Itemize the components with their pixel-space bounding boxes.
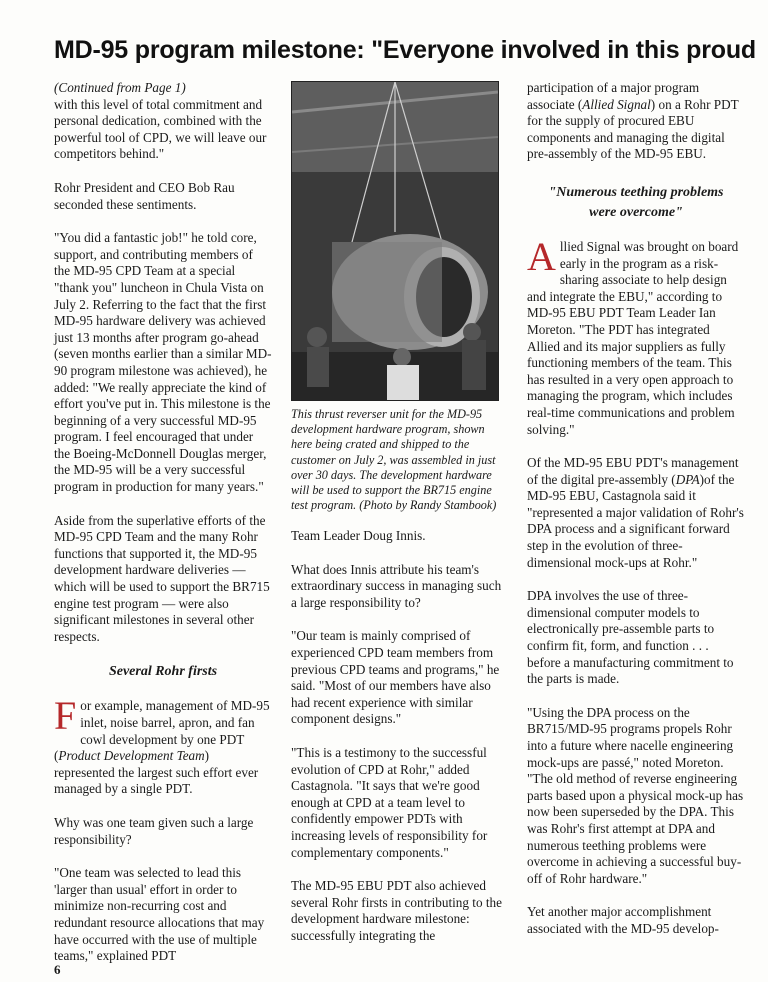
column-3	[527, 80, 745, 955]
photo-illustration	[292, 82, 498, 400]
headline: MD-95 program milestone: "Everyone involved in this proud	[54, 36, 756, 64]
col1-paragraph-2: Rohr President and CEO Bob Rau seconded these sentiments.	[54, 179, 235, 212]
col3-paragraph-1: participation of a major program associate (Allied Signal) on a Rohr PDT for the supply of procured EBU components and managing the digital pre-assembly of the MD-95 EBU.	[527, 80, 739, 162]
col2-paragraph-4: "This is a testimony to the successful evolution of CPD at Rohr," added Castagnola. "It says that we're good enough at CPD at a team level to confidently empower PDTs with increasing levels of responsibility for complementary components."	[291, 744, 488, 860]
column-1	[54, 80, 272, 982]
col1-paragraph-3: "You did a fantastic job!" he told core, support, and contributing members of the MD-95 CPD Team at a special "thank you" luncheon in Chula Vista on July 2. Referring to the fact that the first MD-95 hardware delivery was achieved just 13 months after program go-ahead (seven months earlier than a similar MD-90 program milestone was achieved), he added: "We really appreciate the kind of effort you've put in. This milestone is the beginning of a very successful MD-95 program. I feel encouraged that under the Boeing-McDonnell Douglas merger, the MD-95 will be a very successful program in production for many years."	[54, 230, 272, 495]
col2-paragraph-2: What does Innis attribute his team's extraordinary success in managing such a large responsibility to?	[291, 561, 502, 610]
col1-paragraph-7: "One team was selected to lead this 'larger than usual' effort in order to minimize non-recurring cost and redundant resource allocations that may have occurred with the use of multiple teams," explained PDT	[54, 865, 265, 964]
col2-paragraph-1: Team Leader Doug Innis.	[291, 528, 426, 543]
col2-paragraph-3: "Our team is mainly comprised of experienced CPD team members from previous CPD teams and programs," he said. "Most of our members have also had recent experience with similar component designs."	[291, 628, 500, 727]
column-2	[291, 528, 503, 961]
continued-note: (Continued from Page 1)	[54, 80, 186, 95]
subhead-teething-problems: "Numerous teething problems were overcome"	[548, 184, 724, 220]
drop-cap-a: A	[527, 233, 556, 279]
col3-paragraph-2: Allied Signal was brought on board early in the program as a risk-sharing associate to help design and integrate the EBU," according to MD-95 EBU PDT Team Leader Ian Moreton. "The PDT has integrated Allied and its major suppliers as fully functioning members of the team. This has resulted in a very open approach to managing the program, which includes real-time communications and problem solving."	[527, 233, 739, 437]
subhead-rohr-firsts: Several Rohr firsts	[108, 664, 218, 680]
col2-paragraph-5: The MD-95 EBU PDT also achieved several Rohr firsts in contributing to the development hardware milestone: successfully integrating the	[291, 878, 502, 943]
drop-cap-f: F	[54, 693, 77, 739]
col3-paragraph-4: DPA involves the use of three-dimensional computer models to electronically pre-assemble parts to confirm fit, form, and function . . . before a manufacturing commitment to the parts is made.	[527, 588, 734, 687]
photo-caption: This thrust reverser unit for the MD-95 development hardware program, shown here being crated and shipped to the customer on July 2, was assembled in just over 30 days. The development hardware will be used to support the BR715 engine test program. (Photo by Randy Stambook)	[291, 407, 497, 513]
col1-paragraph-5: For example, management of MD-95 inlet, noise barrel, apron, and fan cowl development by one PDT (Product Development Team) represented the largest such effort ever managed by a single PDT.	[54, 693, 270, 797]
col1-paragraph-6: Why was one team given such a large responsibility?	[54, 814, 254, 847]
col1-paragraph-4: Aside from the superlative efforts of the MD-95 CPD Team and the many Rohr functions that supported it, the MD-95 development hardware deliveries — which will be used to support the BR715 engine test program — were also significant milestones in several other respects.	[54, 512, 270, 644]
col3-paragraph-3: Of the MD-95 EBU PDT's management of the digital pre-assembly (DPA)of the MD-95 EBU, Castagnola said it "represented a major validation of Rohr's DPA process and a significant forward step in the evolution of three-dimensional mock-ups at Rohr."	[527, 455, 744, 570]
col3-paragraph-6: Yet another major accomplishment associated with the MD-95 develop-	[527, 904, 719, 936]
thrust-reverser-photo	[291, 81, 499, 401]
col3-paragraph-5: "Using the DPA process on the BR715/MD-95 programs propels Rohr into a future where nacelle engineering mock-ups are passé," noted Moreton. "The old method of reverse engineering parts based upon a physical mock-up has now been superseded by the DPA. This was Rohr's first attempt at DPA and numerous teething problems were overcome in achieving a successful buy-off of Rohr hardware."	[527, 704, 744, 886]
col1-paragraph-1: with this level of total commitment and personal dedication, combined with the powerful tool of CPD, we will leave our competitors behind."	[54, 96, 267, 162]
page-number: 6	[54, 962, 61, 977]
